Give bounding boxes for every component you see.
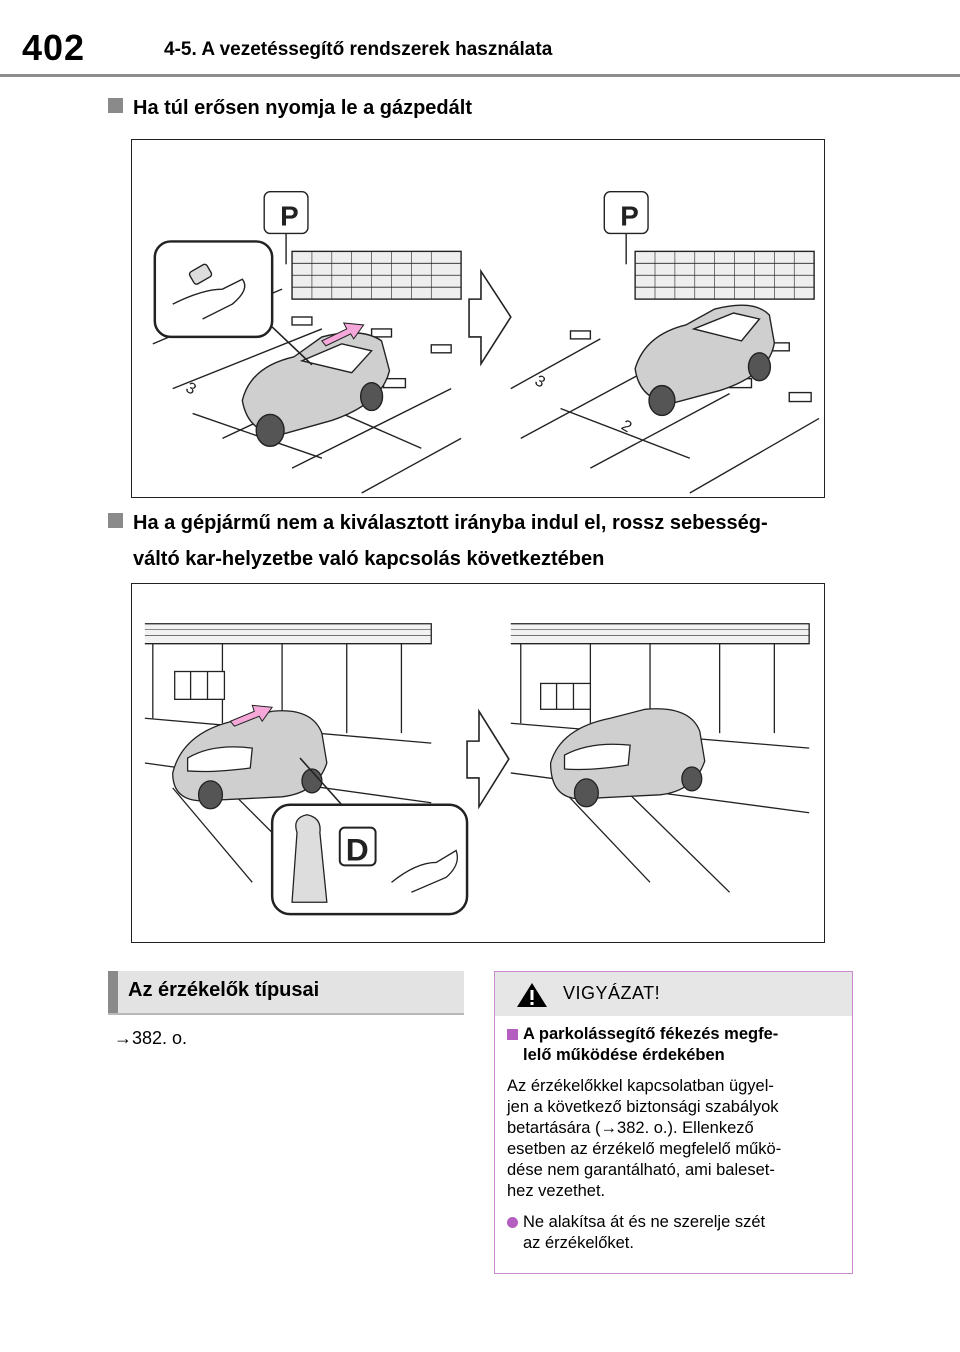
stall-number: 3 <box>182 379 199 399</box>
page-reference: →382. o. <box>114 1028 188 1048</box>
square-bullet-icon <box>108 513 123 528</box>
page-number: 402 <box>22 27 86 68</box>
warning-line: Az érzékelőkkel kapcsolatban ügyel- <box>507 1077 774 1095</box>
warning-line: az érzékelőket. <box>523 1234 634 1252</box>
sensor-types-heading-text: Az érzékelők típusai <box>128 979 320 1001</box>
section-heading-accelerator <box>108 90 472 126</box>
warning-header <box>495 972 852 1016</box>
parking-scene-svg <box>132 140 824 497</box>
stall-number: 2 <box>618 417 635 437</box>
warning-line: betartására (→382. o.). Ellenkező <box>507 1119 754 1137</box>
gear-letter: D <box>345 831 369 868</box>
warning-body <box>495 1016 852 1254</box>
figure-gear-illustration <box>131 583 825 943</box>
warning-line: Ne alakítsa át és ne szerelje szét <box>523 1213 766 1231</box>
warning-bullet-item <box>507 1212 838 1254</box>
parking-sign-letter: P <box>280 200 299 232</box>
warning-line: hez vezethet. <box>507 1182 606 1200</box>
warning-item-title-line1: A parkolássegítő fékezés megfe- <box>523 1025 779 1043</box>
stall-number: 3 <box>531 372 548 392</box>
section-heading-text: Ha a gépjármű nem a kiválasztott irányba indul el, rossz sebesség- <box>133 512 768 534</box>
warning-item-title-line2: lelő működése érdekében <box>523 1046 725 1064</box>
sensor-types-heading <box>108 971 464 1015</box>
warning-triangle-icon <box>515 981 549 1009</box>
circle-bullet-icon <box>507 1217 518 1228</box>
section-heading-gear <box>108 505 768 577</box>
store-scene-svg <box>132 584 824 942</box>
section-heading-text: Ha túl erősen nyomja le a gázpedált <box>133 97 472 119</box>
header-rule <box>0 74 960 77</box>
square-bullet-icon <box>108 98 123 113</box>
warning-title: VIGYÁZAT! <box>563 983 661 1003</box>
parking-sign-letter-right: P <box>620 200 639 232</box>
warning-line: jen a következő biztonsági szabályok <box>507 1098 779 1116</box>
warning-paragraph <box>507 1076 838 1202</box>
figure-accelerator-illustration <box>131 139 825 498</box>
warning-line: esetben az érzékelő megfelelő műkö- <box>507 1140 782 1158</box>
heading-accent-bar <box>108 971 118 1013</box>
square-bullet-icon <box>507 1029 518 1040</box>
warning-item-title <box>507 1024 838 1066</box>
chapter-title: 4-5. A vezetéssegítő rendszerek használata <box>164 39 553 60</box>
section-heading-text-line2: váltó kar-helyzetbe való kapcsolás következtében <box>133 548 605 570</box>
warning-line: dése nem garantálható, ami baleset- <box>507 1161 775 1179</box>
warning-box <box>494 971 853 1274</box>
